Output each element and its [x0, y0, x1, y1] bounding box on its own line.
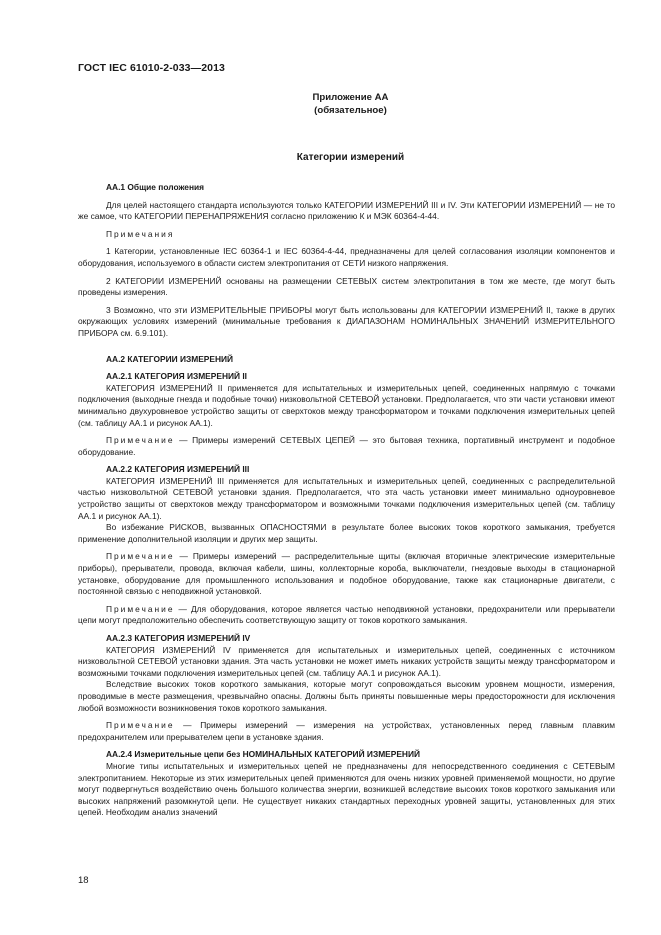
- aa23-paragraph-1: КАТЕГОРИЯ ИЗМЕРЕНИЙ IV применяется для испытательных и измерительных цепей, соединенных с источником низковольтной СЕТЕВОЙ установки здания. Эта часть установки не может иметь никаких устройств защиты между трансформатором и возможными точками подключения измерительных цепей (см. таблицу АА.1 и рисунок АА.1).: [78, 644, 615, 678]
- section-title: Категории измерений: [296, 152, 405, 163]
- aa21-heading: АА.2.1 КАТЕГОРИЯ ИЗМЕРЕНИЙ II: [106, 371, 248, 382]
- aa24-paragraph: Многие типы испытательных и измерительных цепей не предназначены для непосредственного соединения с СЕТЕВЫМ электропитанием. Некоторые из этих измерительных цепей применяются для очень низких уровней применяемой мощности, но другие могут подвергнуться воздействию очень большого количества энергии, возникшей вследствие высоких токов короткого замыкания или высоких напряжений разомкнутой цепи. Не существует никаких стандартных переходных уровней защиты, установленных для этих цепей. Необходим анализ значений: [78, 760, 615, 818]
- aa1-note-2: 2 КАТЕГОРИИ ИЗМЕРЕНИЙ основаны на размещении СЕТЕВЫХ систем электропитания в том же месте, где могут быть проведены измерения.: [78, 275, 615, 298]
- aa21-note: Примечание — Примеры измерений СЕТЕВЫХ ЦЕПЕЙ — это бытовая техника, портативный инструмент и подобное оборудование.: [78, 435, 615, 457]
- aa21-paragraph: КАТЕГОРИЯ ИЗМЕРЕНИЙ II применяется для испытательных и измерительных цепей, соединенных напрямую с точками подключения (выходные гнезда и подобные точки) низковольтной СЕТЕВОЙ установки. Предполагается, что эти части установки имеют минимально двухуровневое устройство защиты от сверхтоков между трансформатором и точками подключения измерительных цепей (см. таблицу АА.1 и рисунок АА.1).: [78, 382, 615, 428]
- aa22-note-2: Примечание — Для оборудования, которое является частью неподвижной установки, предохранители или прерыватели цепи могут предположительно обеспечить соответствующую защиту от токов короткого замыкания.: [78, 603, 615, 626]
- aa22-paragraph-2: Во избежание РИСКОВ, вызванных ОПАСНОСТЯМИ в результате более высоких токов короткого замыкания, требуется применение дополнительной изоляции и других мер защиты.: [78, 522, 615, 544]
- page-number: 18: [78, 875, 89, 886]
- aa22-paragraph-1: КАТЕГОРИЯ ИЗМЕРЕНИЙ III применяется для испытательных и измерительных цепей, соединенных с распределительной частью низковольтной СЕТЕВОЙ установки здания. Предполагается, что эта часть установки имеет минимально одноуровневое устройство защиты от сверхтоков между трансформатором и возможными точками подключения измерительных цепей (см. таблицу АА.1 и рисунок АА.1).: [78, 475, 615, 521]
- aa22-note-1: Примечание — Примеры измерений — распределительные щиты (включая вторичные электрические измерительные приборы), прерыватели, провода, включая кабели, шины, коллекторные короба, выключатели, гнездовые выходы в стационарной установке, оборудование для промышленного использования и подобное оборудование, также как стационарные двигатели, с постоянной связью с неподвижной установкой.: [78, 551, 615, 597]
- aa23-heading: АА.2.3 КАТЕГОРИЯ ИЗМЕРЕНИЙ IV: [106, 633, 251, 643]
- appendix-subtitle: (обязательное): [314, 104, 387, 116]
- appendix-heading: [0, 92, 661, 117]
- aa23-paragraph-2: Вследствие высоких токов короткого замыкания, которые могут сопровождаться высоким уровнем мощности, измерения, проводимые в месте размещения, чрезвычайно опасны. Должны быть приняты повышенные меры предосторожности для исключения любой возможности возникновения токов короткого замыкания.: [78, 679, 615, 713]
- aa23-note: Примечание — Примеры измерений — измерения на устройствах, установленных перед главным плавким предохранителем или прерывателем цепи в установке здания.: [78, 720, 615, 742]
- document-body: [78, 182, 615, 819]
- aa1-paragraph: Для целей настоящего стандарта используются только КАТЕГОРИИ ИЗМЕРЕНИЙ III и IV. Эти КАТЕГОРИИ ИЗМЕРЕНИЙ — не то же самое, что КАТЕГОРИИ ПЕРЕНАПРЯЖЕНИЯ согласно приложению К и МЭК 60364-4-44.: [78, 199, 615, 222]
- aa1-heading: АА.1 Общие положения: [106, 182, 205, 192]
- aa1-notes-label: Примечания: [106, 228, 175, 239]
- aa1-note-1: 1 Категории, установленные IEC 60364-1 и IEC 60364-4-44, предназначены для целей согласования изоляции компонентов и оборудования, используемого в области систем электропитания от СЕТИ низкого напряжения.: [78, 246, 615, 268]
- aa24-heading: АА.2.4 Измерительные цепи без НОМИНАЛЬНЫХ КАТЕГОРИЙ ИЗМЕРЕНИЙ: [106, 749, 421, 760]
- aa1-note-3: 3 Возможно, что эти ИЗМЕРИТЕЛЬНЫЕ ПРИБОРЫ могут быть использованы для КАТЕГОРИИ ИЗМЕРЕНИЙ II, также в других окружающих условиях измерений (минимальные требования к ДИАПАЗОНАМ НОМИНАЛЬНЫХ ЗНАЧЕНИЙ ИЗМЕРИТЕЛЬНОГО ПРИБОРА см. 6.9.101).: [78, 304, 615, 338]
- aa2-heading: АА.2 КАТЕГОРИИ ИЗМЕРЕНИЙ: [106, 353, 234, 364]
- appendix-title: Приложение АА: [312, 92, 389, 103]
- document-header: ГОСТ IEC 61010-2-033—2013: [78, 62, 225, 74]
- aa22-heading: АА.2.2 КАТЕГОРИЯ ИЗМЕРЕНИЙ III: [106, 464, 250, 475]
